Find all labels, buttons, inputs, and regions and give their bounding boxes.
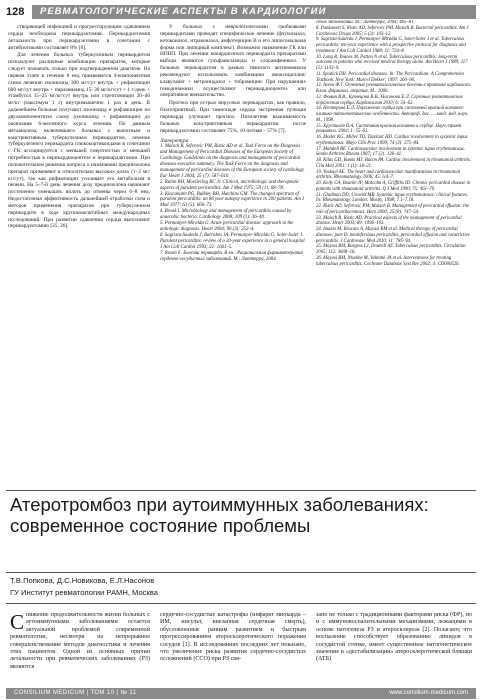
article-authors: Т.В.Попкова, Д.С.Новикова, Е.Л.Насонов (10, 576, 155, 585)
affiliation-divider (6, 603, 476, 604)
article-title: Атеротромбоз при аутоиммунных заболеваниях: современное состояние проблемы (10, 494, 429, 536)
abstract-column-2 (160, 612, 306, 686)
reference-item: 19. Voskuyl AE. The heart and cardiovascular manifestations in rheumatoid arthritis. Rheumatology 2006; 45: iv4–7. (316, 169, 461, 181)
reference-item: 9. Sagrista-Sauleda J, Permanyer-Miralda G, Soler-Soler J et al. Tuberculous pericarditis: ten-year experience with a prospective protocol for diagnosis and treatment. J Am Coll Cardiol 1988; 11: 724–8. (316, 37, 466, 54)
page-header (6, 5, 476, 19)
journal-website[interactable]: www.consilium-medicum.com (389, 690, 468, 696)
section-divider (6, 490, 476, 491)
reference-item: 5. Permanyer-Miralda G. Acute pericardial disease: approach to the aetiologic diagnosis. Heart 2004; 90 (3): 252–4. (160, 221, 294, 233)
text-column-1 (8, 24, 150, 488)
abstract-column-3 (316, 612, 472, 686)
article-affiliation: ГУ Институт ревматологии РАМН, Москва (10, 588, 158, 597)
reference-item: стых заболеваний. М.: Литтерра, 2004; 465–81. (316, 20, 415, 25)
reference-list (160, 144, 306, 263)
reference-list (316, 20, 474, 267)
reference-item: 14. Нестерова Е.Л. Поражение сердца при системной красной волчанке: клинико-патогенетические особенности. Автореф. дис. … канд. мед. наук. М., 1998. (316, 106, 469, 123)
reference-item: 3. Klacsmann PG, Bulkley BH, Hutchins GM. The changed spectrum of purulent pericarditis: an 86 year autopsy experience in 200 patients. Am J Med 1977; 63 (5): 666–73. (160, 191, 305, 209)
reference-item: 2. Rubin RH, Moellering RC Jr. Clinical, microbiologic and therapeutic aspects of purulent pericarditis. Am J Med 1975; 59 (1): 68–78. (160, 179, 300, 191)
references-heading: Литература (160, 137, 189, 144)
reference-item: 10. Long R, Younes M, Patton N et al. Tuberculous pericarditis: long-term outcome in patients who received medical therapy alone. Am Heart J 1989; 117 (5): 1133–9. (316, 54, 468, 71)
page-footer (6, 688, 476, 699)
reference-item: 11. Spodick DH. Pericardial diseases. In: The Pericardium: A Comprehensive Textbook. New York: Marcel Dekker; 1997: 260–90. (316, 71, 465, 83)
paragraph: Для лечения больных туберкулезным перикардитом используют различные комбинации препаратов, которые следует назначать только при подтвержденном диагнозе. На первом этапе в течение 8 нед применяется 4-компонентная схема лечения: изониазид 300 мг/сут внутрь + рифампицин 600 мг/сут внутрь + пиразинамид 15–30 мг/кг/сут + 1 г/день + этамбутол 15–25 мг/кг/сут внутрь или стрептомицин 20–40 мг/кг (максимум 1 г) внутримышечно 1 раз в день. В дальнейшем больные получают изониазид и рифампицин по двухкомпонентную схему (изониазид + рифампицин) до окончания 6-месячного курса лечения. По данным метаанализа, включившего больных с выпотным и констриктивным туберкулезным перикардитом, лечение туберкулезного перикардита глюкокортикоидами в сочетании с ГК ассоциируется с меньшей смертностью и меньшей потребностью в перикардиоцентезе и перикардэктомии. При положительном решении вопроса о назначении преднизолона препарат применяют в относительно высоких дозах (1–2 мг/кг/сут), так как рифампицин усиливает его метаболизм в печени. На 5–7-й день лечения дозу преднизолона начинают постепенно уменьшать вплоть до отмены через 6–8 нед. Недостаточная эффективность дальнейшей отработки схем и методов применения препаратов при туберкулезном перикардите в ходе крупномасштабных международных исследований. При развитии сдавления сердца выполняют перикардэктомию [25, 26]. (8, 52, 150, 230)
reference-item: 17. Mandell BF. Cardiovascular involvement in systemic lupus erythematosus. Semin Arthritis Rheum 1987; 17 (2): 126–41. (316, 146, 465, 158)
reference-item: 4. Brook I. Microbiology and management of pericarditis caused by anaerobic bacteria. Cardiology 2008; 109 (1): 36–40. (160, 209, 292, 221)
paragraph: Прогноз при острых вирусных перикардитах, как правило, благоприятный. При тампонаде сердца экстренная пункция перикарда улучшает прогноз. Пятилетняя выживаемость больных констриктивным перикардитом после перикардэктомии составляет 75%, 10-летняя – 57% [7]. (160, 100, 306, 134)
reference-item: 18. Kitas GD, Banks MJ, Bacon PA. Cardiac involvement in rheumatoid arthritis. Clin Med 2001; 1 (1): 18–21. (316, 158, 472, 169)
paragraph: створяющей инфекцией и прогрессирующим сдавлением сердца необходима перикардэктомия. Перикардиотомия летальность при перикардэктомии в сочетании с антибиотиками составляет 8% [8]. (8, 24, 150, 51)
reference-item: 6. Sagrista-Sauleda J, Barrabes JA, Permanyer-Miralda G, Soler-Soler J. Purulent pericarditis: review of a 20-year experience in a general hospital. J Am Coll Cardiol 1993; 22: 1661–5. (160, 233, 306, 251)
reference-item: 15. Хрусталёв О.А. Системная красная волчанка и сердце. Науч.-практ. ревматол. 2004; 1: 55–61. (316, 123, 463, 135)
reference-item: 26. Mayosi BM, Ntsekhe M, Volmink JA et al. Interventions for treating tuberculous pericarditis. Cochrane Database Syst Rev 2002; 4: CD000526. (316, 255, 460, 267)
text-column-2 (160, 24, 306, 476)
abstract-paragraph (10, 612, 150, 671)
paragraph: У больных с неврологическими грибковыми перикардитами проводят специфическое лечение (флуконазол, кетоконазол, итраконазол, амфотерицин В и его липосомальная форма или липидный комплекс). Возможно назначение ГК или НПВП. При лечении нокардиозного перикардита препаратами выбора являются сульфаниламиды и хлорамфеникол. У больных перикардитом в рамках тяжелого актиномикоза рекомендуют использовать комбинацию амоксициллин/клавуланат + метронидазол + тобрамицин. При нарушениях гемодинамики осуществляют перикардиоцентез или оперативное вмешательство. (160, 24, 306, 99)
reference-item: 24. Imazio M, Brucato A, Mayosi BM et al. Medical therapy of pericardial diseases: part II: noninfectious pericarditis, pericardial effusion and constrictive pericarditis. J Cardiovasc Med 2010; 11: 785–94. (316, 227, 470, 244)
title-divider (6, 572, 476, 573)
reference-item: 7. Rosen E. Болезни перикарда. В кн.: Рациональная фармакотерапия сердечно-сосудистых заболеваний. М.: Литтерра, 2004. (160, 251, 303, 263)
section-title: РЕВМАТОЛОГИЧЕСКИЕ АСПЕКТЫ В КАРДИОЛОГИИ (40, 6, 327, 17)
abstract-text: сердечно-сосудистые катастрофы (инфаркт миокарда – ИМ, инсульт, внезапная сердечная смерть), обусловленные ранним развитием и быстрым прогрессированием атеросклеротического поражения сосудов [1]. В исследованиях последних лет показано, что увеличение риска развития сердечно-сосудистых осложнений (ССО) при РЗ свя- (160, 612, 306, 663)
reference-item: 20. Kelly CA, Bourke JP, Malcolm A, Griffiths ID. Chronic pericardial disease in patients with rheumatoid arthritis. Q J Med 1990; 75: 461–70. (316, 181, 471, 192)
abstract-text: зано не только с традиционными факторами риска (ФР), но и с иммуновоспалительными механизмами, лежащими в основе патогенеза РЗ и атеросклероза [2]. Полагают, что воспаление способствует образованию липидов в сосудистой стенке, имеет существенное патогенетическое значение в «дестабилизации» атеросклеротической бляшки (АТБ) (316, 612, 472, 663)
drop-cap: С (10, 612, 25, 634)
reference-item: 1. Maisch B, Seferovic PM, Ristic AD et al. Task Force on the Diagnosis and Management of Pericardial Diseases of the European Society of Cardiology. Guidelines on the diagnosis and management of pericardial diseases executive summary. The Task Force on the diagnosis and management of pericardial diseases of the European society of cardiology. Eur Heart J 2004; 25 (7): 587–610. (160, 143, 305, 179)
reference-item: 16. Moder KG, Miller TD, Tazelaar HD. Cardiac involvement in systemic lupus erythematosus. Mayo Clin Proc 1999; 74 (3): 275–84. (316, 135, 468, 146)
abstract-column-1 (10, 612, 150, 686)
reference-item: 13. Фомин В.В., Кузнецова В.В., Насонова Е.Л. Серозные ревматические поражения сердца. Кардиология 2010; 6: 54–62. (316, 94, 463, 106)
text-column-3 (316, 20, 474, 482)
reference-item: 8. Pankuweit S, Ristic AD, Seferovic PM, Maisch B. Bacterial pericarditis. Am J Cardiovasc Drugs 2005; 5 (2): 103–12. (316, 25, 469, 37)
reference-item: 12. Агеев Ф.Т. Основные ревматологические болезни в практике кардиолога. Клин. фармакол. терапия, М.: 2000. (316, 83, 472, 94)
journal-issue: CONSILIUM MEDICUM | ТОМ 10 | № 11 (14, 690, 137, 696)
reference-item: 25. Mayosi BM, Burgess LJ, Doubell AF. Tuberculous pericarditis. Circulation 2005; 112: 3608–16. (316, 244, 466, 255)
abstract-text: нижение продолжительности жизни больных с аутоиммунными заболеваниями остается актуальной проблемой современной ревматологии, несмотря на непрерывное совершенствование методов диагностики и лечения этих пациентов. Одной из основных причин летальности при ревматических заболеваниях (РЗ) являются (10, 612, 150, 670)
reference-item: 22. Ristic AD, Seferovic PM, Maisch B. Management of pericardial effusion: the role of pericardiocentesis. Herz 2000; 25 (8): 747–54. (316, 204, 469, 215)
reference-item: 23. Maisch B, Ristic AD. Practical aspects of the management of pericardial disease. Heart 2003; 89: 1096–103. (316, 215, 462, 227)
reference-item: 21. Gladman DD, Urowitz MB. Systemic lupus erythematosus: clinical features. In: Rheumatology. London: Mosby, 1998; 7.1–7.18. (316, 192, 469, 204)
page-number: 128 (6, 6, 25, 18)
